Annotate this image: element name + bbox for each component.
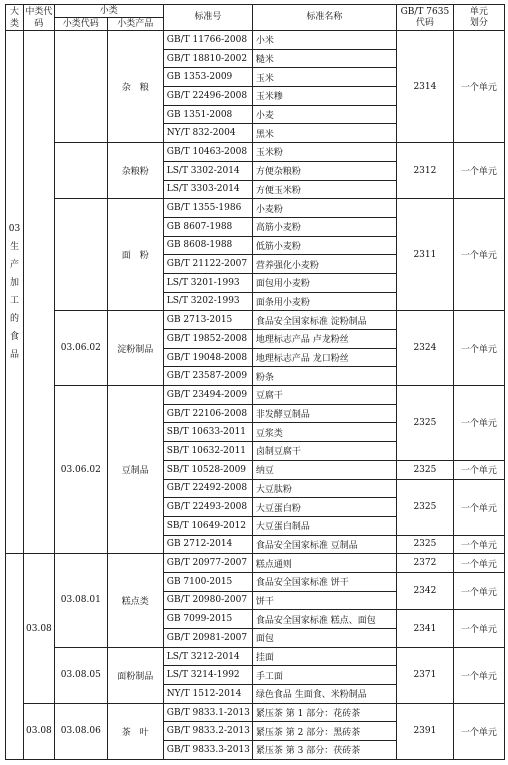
header-unit-line1: 单元: [469, 6, 488, 17]
standard-number-cell: SB/T 10633-2011: [163, 423, 252, 442]
standard-name-cell: 食品安全国家标准 糕点、面包: [252, 610, 396, 629]
medium-code-cell: 03.08: [24, 554, 55, 704]
standard-number-cell: NY/T 1512-2014: [163, 685, 252, 704]
unit-division-cell: 一个单元: [453, 535, 504, 554]
standard-number-cell: GB/T 21122-2007: [163, 255, 252, 274]
standard-number-cell: GB/T 19852-2008: [163, 330, 252, 349]
standard-number-cell: GB/T 10463-2008: [163, 143, 252, 162]
unit-division-cell: 一个单元: [453, 386, 504, 461]
standards-table-container: [5, 4, 505, 760]
header-standard-name: 标准名称: [252, 5, 396, 31]
standard-name-cell: 玉米粉: [252, 143, 396, 162]
standard-name-cell: 紧压茶 第 2 部分：黑砖茶: [252, 722, 396, 741]
standard-number-cell: LS/T 3202-1993: [163, 292, 252, 311]
header-medium-code: 中类代码: [25, 6, 53, 29]
standard-number-cell: GB/T 9833.2-2013: [163, 722, 252, 741]
header-gbt-line2: 代码: [415, 17, 434, 28]
sub-code-cell: 03.06.02: [54, 311, 107, 386]
header-gbt-code: [396, 5, 453, 31]
sub-code-cell: 03.06.02: [54, 386, 107, 554]
table-row: [6, 554, 505, 573]
header-standard-number: 标准号: [163, 5, 252, 31]
header-sub-product: 小类产品: [107, 18, 163, 31]
gbt-code-cell: 2325: [396, 460, 453, 479]
standard-name-cell: 豆腐干: [252, 386, 396, 405]
standard-name-cell: 糕点通则: [252, 554, 396, 573]
header-unit-line2: 划分: [469, 17, 488, 28]
standard-name-cell: 方便玉米粉: [252, 180, 396, 199]
standard-number-cell: GB/T 20980-2007: [163, 591, 252, 610]
standard-name-cell: 黑米: [252, 124, 396, 143]
unit-division-cell: 一个单元: [453, 703, 504, 759]
gbt-code-cell: 2325: [396, 386, 453, 461]
standard-name-cell: 小麦粉: [252, 199, 396, 218]
standard-number-cell: GB 1353-2009: [163, 68, 252, 87]
standard-number-cell: GB 8607-1988: [163, 217, 252, 236]
sub-product-cell: 茶 叶: [107, 703, 163, 759]
standard-number-cell: NY/T 832-2004: [163, 124, 252, 143]
standard-name-cell: 面包: [252, 629, 396, 648]
major-category-cell: 03生产加工的食品: [6, 31, 24, 554]
standard-name-cell: 面包用小麦粉: [252, 273, 396, 292]
gbt-code-cell: 2325: [396, 535, 453, 554]
medium-code-cell: [24, 31, 55, 554]
standard-name-cell: 玉米: [252, 68, 396, 87]
sub-product-cell: 糕点类: [107, 554, 163, 647]
table-row: [6, 199, 505, 218]
unit-division-cell: 一个单元: [453, 647, 504, 703]
sub-code-cell: [54, 199, 107, 311]
unit-division-cell: 一个单元: [453, 479, 504, 535]
standard-number-cell: SB/T 10649-2012: [163, 516, 252, 535]
unit-division-cell: 一个单元: [453, 311, 504, 386]
medium-code-cell: 03.08: [24, 703, 55, 759]
sub-code-cell: 03.08.06: [54, 703, 107, 759]
sub-product-cell: 面 粉: [107, 199, 163, 311]
standard-number-cell: GB/T 1355-1986: [163, 199, 252, 218]
standard-number-cell: LS/T 3303-2014: [163, 180, 252, 199]
gbt-code-cell: 2391: [396, 703, 453, 759]
standard-name-cell: 饼干: [252, 591, 396, 610]
gbt-code-cell: 2311: [396, 199, 453, 311]
standard-number-cell: GB/T 20977-2007: [163, 554, 252, 573]
table-row: [6, 647, 505, 666]
standard-name-cell: 绿色食品 生面食、米粉制品: [252, 685, 396, 704]
standard-name-cell: 食品安全国家标准 豆制品: [252, 535, 396, 554]
standard-number-cell: SB/T 10528-2009: [163, 460, 252, 479]
standard-name-cell: 大豆蛋白制品: [252, 516, 396, 535]
standard-name-cell: 营养强化小麦粉: [252, 255, 396, 274]
standard-name-cell: 粉条: [252, 367, 396, 386]
standard-name-cell: 手工面: [252, 666, 396, 685]
standard-number-cell: GB/T 23494-2009: [163, 386, 252, 405]
sub-code-cell: [54, 31, 107, 143]
standard-number-cell: LS/T 3302-2014: [163, 161, 252, 180]
table-body: [6, 31, 505, 760]
unit-division-cell: 一个单元: [453, 610, 504, 647]
standard-number-cell: GB 7099-2015: [163, 610, 252, 629]
standard-number-cell: GB/T 22493-2008: [163, 498, 252, 517]
gbt-code-cell: 2312: [396, 143, 453, 199]
standard-name-cell: 挂面: [252, 647, 396, 666]
standard-number-cell: GB/T 9833.1-2013: [163, 703, 252, 722]
sub-code-cell: 03.08.01: [54, 554, 107, 647]
gbt-code-cell: 2314: [396, 31, 453, 143]
standard-name-cell: 低筋小麦粉: [252, 236, 396, 255]
standard-name-cell: 地理标志产品 龙口粉丝: [252, 348, 396, 367]
table-row: [6, 703, 505, 722]
major-category-cell-empty: [6, 554, 24, 760]
table-row: [6, 386, 505, 405]
standard-number-cell: GB 8608-1988: [163, 236, 252, 255]
standard-name-cell: 方便杂粮粉: [252, 161, 396, 180]
standard-name-cell: 高筋小麦粉: [252, 217, 396, 236]
standard-name-cell: 小麦: [252, 105, 396, 124]
gbt-code-cell: 2324: [396, 311, 453, 386]
standard-name-cell: 大豆肽粉: [252, 479, 396, 498]
standard-name-cell: 地理标志产品 卢龙粉丝: [252, 330, 396, 349]
gbt-code-cell: 2325: [396, 479, 453, 535]
standard-name-cell: 食品安全国家标准 饼干: [252, 572, 396, 591]
standard-number-cell: GB/T 11766-2008: [163, 31, 252, 50]
unit-division-cell: 一个单元: [453, 572, 504, 609]
standard-name-cell: 食品安全国家标准 淀粉制品: [252, 311, 396, 330]
unit-division-cell: 一个单元: [453, 31, 504, 143]
standard-number-cell: GB/T 22492-2008: [163, 479, 252, 498]
standard-name-cell: 豆浆类: [252, 423, 396, 442]
header-unit-division: [453, 5, 504, 31]
standard-number-cell: GB/T 20981-2007: [163, 629, 252, 648]
standard-name-cell: 纳豆: [252, 460, 396, 479]
standard-number-cell: GB 2713-2015: [163, 311, 252, 330]
standard-name-cell: 紧压茶 第 3 部分：茯砖茶: [252, 741, 396, 760]
standard-name-cell: 玉米糁: [252, 87, 396, 106]
unit-division-cell: 一个单元: [453, 554, 504, 573]
standard-name-cell: 小米: [252, 31, 396, 50]
unit-division-cell: 一个单元: [453, 143, 504, 199]
unit-division-cell: 一个单元: [453, 199, 504, 311]
header-sub-code: 小类代码: [54, 18, 107, 31]
standard-number-cell: GB/T 22106-2008: [163, 404, 252, 423]
standard-name-cell: 大豆蛋白粉: [252, 498, 396, 517]
standard-number-cell: SB/T 10632-2011: [163, 442, 252, 461]
header-sub-category: 小类: [54, 5, 163, 18]
standard-number-cell: GB/T 18810-2002: [163, 49, 252, 68]
gbt-code-cell: 2372: [396, 554, 453, 573]
standard-number-cell: LS/T 3201-1993: [163, 273, 252, 292]
standard-number-cell: GB/T 19048-2008: [163, 348, 252, 367]
header-major-category: 大类: [6, 5, 24, 31]
sub-product-cell: 杂粮粉: [107, 143, 163, 199]
standard-name-cell: 卤制豆腐干: [252, 442, 396, 461]
sub-product-cell: 杂 粮: [107, 31, 163, 143]
sub-code-cell: [54, 143, 107, 199]
standard-name-cell: 面条用小麦粉: [252, 292, 396, 311]
standard-name-cell: 紧压茶 第 1 部分：花砖茶: [252, 703, 396, 722]
standard-number-cell: LS/T 3214-1992: [163, 666, 252, 685]
table-row: [6, 31, 505, 50]
sub-code-cell: 03.08.05: [54, 647, 107, 703]
sub-product-cell: 豆制品: [107, 386, 163, 554]
standard-number-cell: GB/T 23587-2009: [163, 367, 252, 386]
table-row: [6, 311, 505, 330]
standard-number-cell: GB/T 9833.3-2013: [163, 741, 252, 760]
standard-number-cell: GB 7100-2015: [163, 572, 252, 591]
standard-number-cell: GB 2712-2014: [163, 535, 252, 554]
sub-product-cell: 淀粉制品: [107, 311, 163, 386]
standard-number-cell: GB 1351-2008: [163, 105, 252, 124]
standard-name-cell: 糙米: [252, 49, 396, 68]
gbt-code-cell: 2371: [396, 647, 453, 703]
table-row: [6, 143, 505, 162]
standard-number-cell: GB/T 22496-2008: [163, 87, 252, 106]
header-gbt-line1: GB/T 7635: [400, 6, 450, 17]
standard-number-cell: LS/T 3212-2014: [163, 647, 252, 666]
gbt-code-cell: 2342: [396, 572, 453, 609]
gbt-code-cell: 2341: [396, 610, 453, 647]
sub-product-cell: 面粉制品: [107, 647, 163, 703]
standards-table: [5, 4, 505, 760]
unit-division-cell: 一个单元: [453, 460, 504, 479]
standard-name-cell: 非发酵豆制品: [252, 404, 396, 423]
